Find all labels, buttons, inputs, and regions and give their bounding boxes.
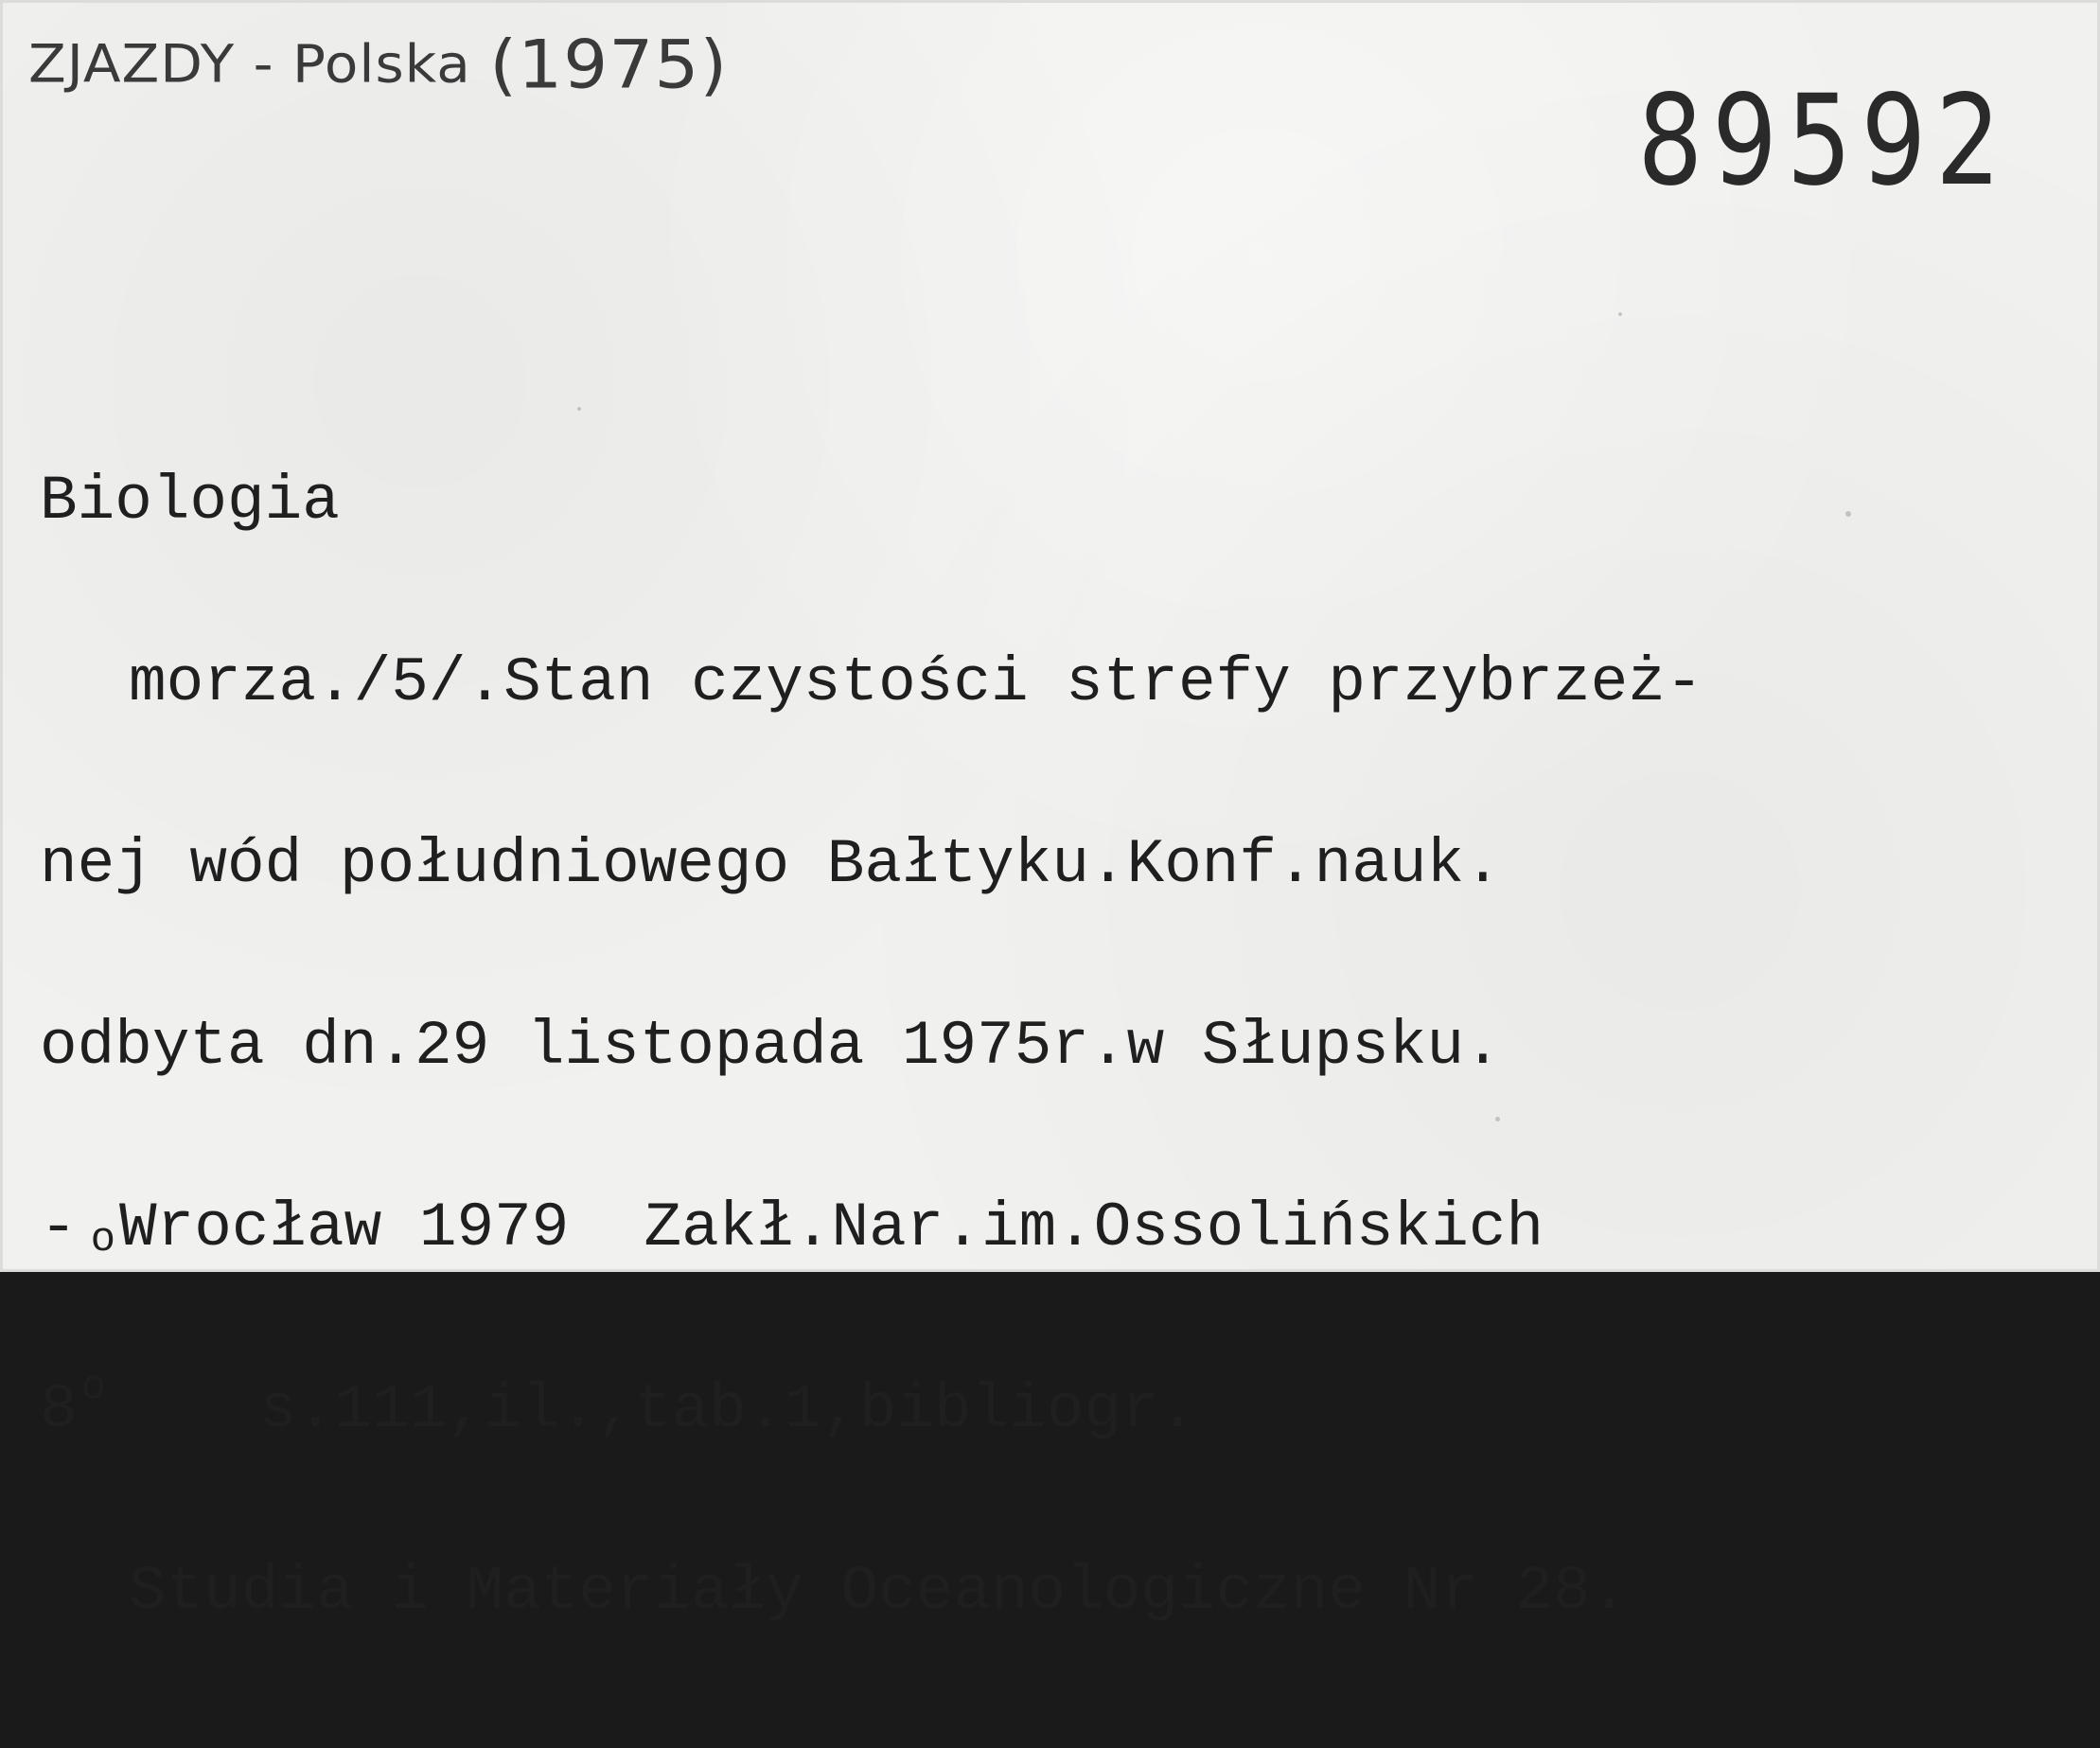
paper-speck	[1845, 511, 1851, 517]
paper-speck	[577, 407, 581, 411]
entry-line-series: Studia i Materiały Oceanologiczne Nr 28.	[129, 1556, 1629, 1627]
paper-speck	[1618, 312, 1622, 316]
imprint-text: Wrocław 1979 Zakł.Nar.im.Ossolińskich	[119, 1192, 1544, 1263]
entry-line-imprint	[40, 1192, 1703, 1263]
paper-speck	[1495, 1117, 1500, 1121]
subject-heading-text: ZJAZDY - Polska	[28, 33, 471, 95]
bibliographic-entry	[40, 350, 1703, 1743]
entry-line-title-start: Biologia	[40, 466, 340, 537]
entry-line-title: morza./5/.Stan czystości strefy przybrzeż-	[129, 647, 1703, 718]
collation-text: s.111,il.,tab.1,bibliogr.	[259, 1374, 1197, 1445]
subject-heading-year: (1975)	[489, 26, 729, 104]
format-superscript-o: o	[90, 1216, 116, 1263]
format-degree-symbol: o	[80, 1364, 107, 1411]
card-number: 89592	[1637, 68, 2010, 214]
format-number: 8	[40, 1374, 78, 1445]
entry-line-title-cont: nej wód południowego Bałtyku.Konf.nauk.	[40, 829, 1502, 900]
entry-line-conference: odbyta dn.29 listopada 1975r.w Słupsku.	[40, 1011, 1502, 1082]
imprint-dash: -	[40, 1192, 78, 1263]
handwritten-subject-heading	[28, 21, 729, 104]
entry-line-collation	[40, 1364, 1703, 1445]
